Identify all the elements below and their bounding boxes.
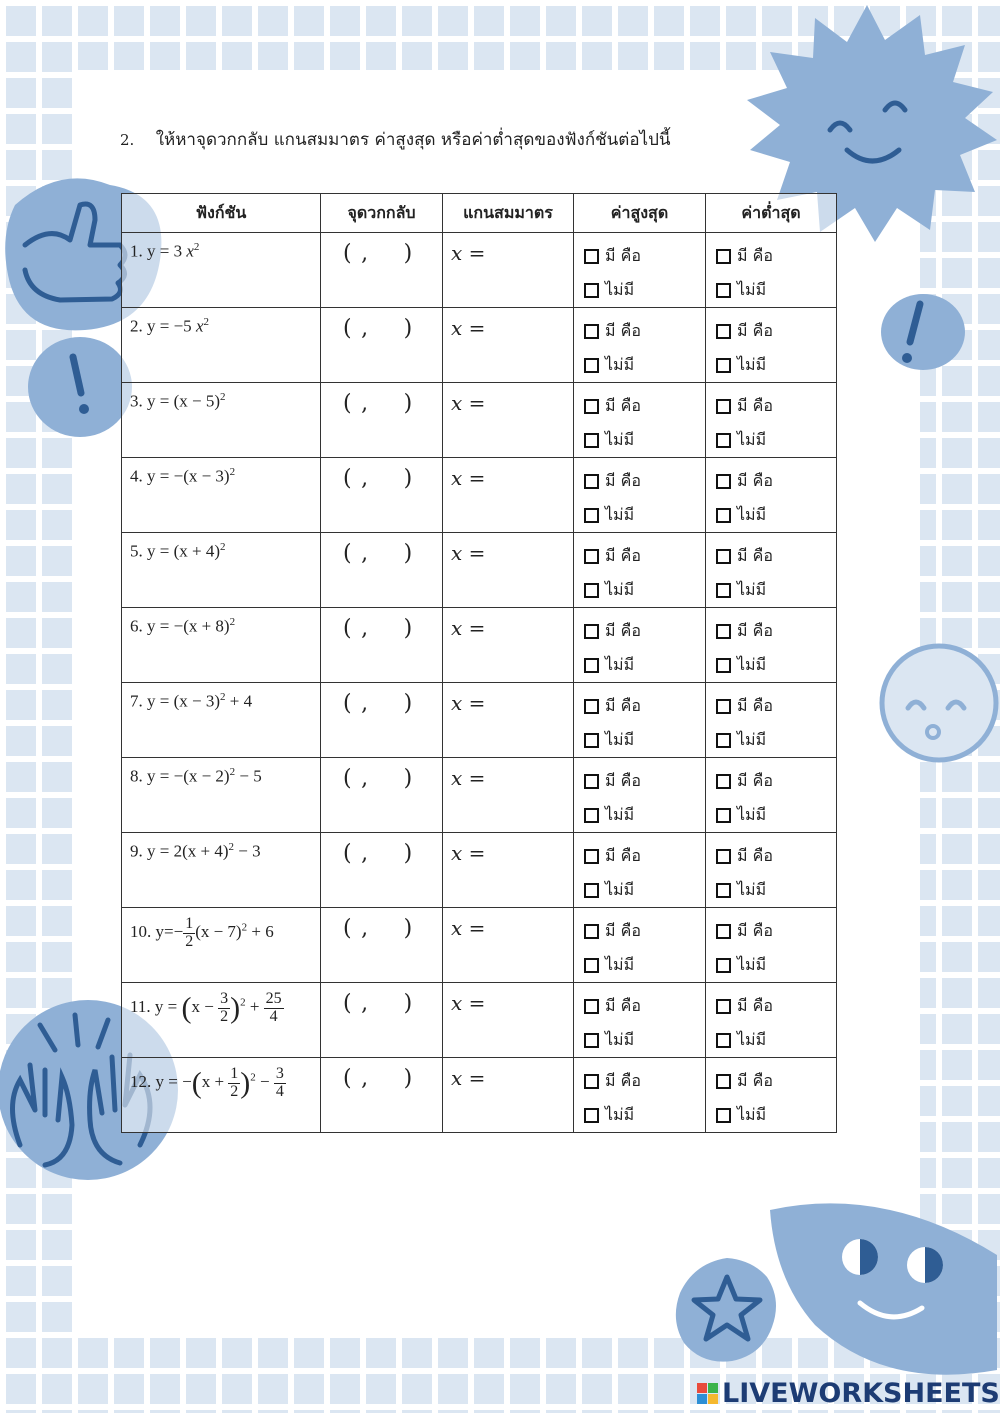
- option-no-label: ไม่มี: [737, 729, 767, 749]
- option-no-label: ไม่มี: [605, 729, 635, 749]
- checkbox-no-maximum[interactable]: [584, 1108, 599, 1123]
- checkbox-has-maximum[interactable]: [584, 474, 599, 489]
- table-row: [122, 608, 837, 683]
- function-exponent: 2: [229, 466, 236, 478]
- option-no-label: ไม่มี: [737, 804, 767, 824]
- vertex-blank[interactable]: ( , ): [343, 691, 413, 716]
- function-exponent: 2: [229, 616, 236, 628]
- option-no-label: ไม่มี: [605, 954, 635, 974]
- maximum-options: [574, 1058, 705, 1132]
- option-no-label: ไม่มี: [605, 804, 635, 824]
- vertex-blank[interactable]: ( , ): [343, 616, 413, 641]
- option-yes-label: มี คือ: [737, 995, 773, 1015]
- option-no-label: ไม่มี: [737, 654, 767, 674]
- option-yes-label: มี คือ: [737, 845, 773, 865]
- function-exponent: 2: [229, 766, 236, 778]
- option-yes-label: มี คือ: [737, 1070, 773, 1090]
- table-row: [122, 833, 837, 908]
- option-yes-label: มี คือ: [605, 320, 641, 340]
- option-no-label: ไม่มี: [737, 1029, 767, 1049]
- function-inner: x +: [201, 1072, 229, 1092]
- axis-blank[interactable]: x =: [451, 466, 486, 490]
- axis-blank[interactable]: x =: [451, 1066, 486, 1090]
- function-open-paren: (: [191, 1066, 202, 1100]
- axis-blank[interactable]: x =: [451, 766, 486, 790]
- function-fraction: $\frac{3}{2}$: [220, 990, 229, 1025]
- minimum-options: [706, 758, 836, 832]
- checkbox-has-maximum[interactable]: [584, 399, 599, 414]
- option-no-label: ไม่มี: [605, 1029, 635, 1049]
- function-inner: (x − 2): [183, 766, 230, 786]
- function-tail: − 3: [234, 841, 261, 861]
- logo-mark-icon: [697, 1383, 718, 1404]
- option-no-label: ไม่มี: [605, 654, 635, 674]
- question-title: [120, 126, 671, 153]
- checkbox-no-maximum[interactable]: [584, 433, 599, 448]
- checkbox-no-minimum[interactable]: [716, 883, 731, 898]
- checkbox-no-maximum[interactable]: [584, 508, 599, 523]
- checkbox-has-minimum[interactable]: [716, 474, 731, 489]
- function-label: 2. y =: [130, 316, 174, 336]
- option-no-label: ไม่มี: [737, 1104, 767, 1124]
- axis-blank[interactable]: x =: [451, 541, 486, 565]
- maximum-options: [574, 458, 705, 532]
- checkbox-no-minimum[interactable]: [716, 583, 731, 598]
- option-yes-label: มี คือ: [605, 245, 641, 265]
- exclamation-bubble-icon: [25, 335, 135, 440]
- function-inner: (x − 3): [183, 466, 230, 486]
- vertex-blank[interactable]: ( , ): [343, 466, 413, 491]
- table-row: [122, 1058, 837, 1133]
- option-yes-label: มี คือ: [605, 1070, 641, 1090]
- minimum-options: [706, 1058, 836, 1132]
- function-inner: (x − 3): [173, 691, 221, 711]
- vertex-blank[interactable]: ( , ): [343, 766, 413, 791]
- option-yes-label: มี คือ: [605, 395, 641, 415]
- axis-blank[interactable]: x =: [451, 241, 486, 265]
- axis-blank[interactable]: x =: [451, 916, 486, 940]
- vertex-blank[interactable]: ( , ): [343, 991, 413, 1016]
- checkbox-has-maximum[interactable]: [584, 249, 599, 264]
- function-exponent: 2: [240, 996, 246, 1009]
- minimum-options: [706, 833, 836, 907]
- option-yes-label: มี คือ: [737, 695, 773, 715]
- checkbox-no-minimum[interactable]: [716, 433, 731, 448]
- option-no-label: ไม่มี: [605, 579, 635, 599]
- function-exponent: 2: [228, 841, 235, 853]
- function-variable: x: [186, 241, 194, 261]
- checkbox-has-maximum[interactable]: [584, 324, 599, 339]
- function-cell: [122, 833, 320, 862]
- function-exponent: 2: [220, 391, 226, 403]
- option-yes-label: มี คือ: [605, 545, 641, 565]
- option-yes-label: มี คือ: [605, 770, 641, 790]
- option-yes-label: มี คือ: [737, 620, 773, 640]
- vertex-blank[interactable]: ( , ): [343, 241, 413, 266]
- maximum-options: [574, 608, 705, 682]
- checkbox-no-maximum[interactable]: [584, 808, 599, 823]
- option-no-label: ไม่มี: [605, 354, 635, 374]
- checkbox-no-maximum[interactable]: [584, 733, 599, 748]
- table-row: [122, 983, 837, 1058]
- minimum-options: [706, 608, 836, 682]
- checkbox-no-maximum[interactable]: [584, 283, 599, 298]
- minimum-options: [706, 383, 836, 457]
- function-cell: [122, 908, 320, 951]
- checkbox-has-minimum[interactable]: [716, 624, 731, 639]
- option-yes-label: มี คือ: [605, 845, 641, 865]
- checkbox-no-minimum[interactable]: [716, 658, 731, 673]
- checkbox-no-minimum[interactable]: [716, 808, 731, 823]
- option-yes-label: มี คือ: [737, 545, 773, 565]
- checkbox-has-maximum[interactable]: [584, 924, 599, 939]
- axis-blank[interactable]: x =: [451, 391, 486, 415]
- checkbox-has-maximum[interactable]: [584, 699, 599, 714]
- option-no-label: ไม่มี: [737, 579, 767, 599]
- checkbox-has-maximum[interactable]: [584, 624, 599, 639]
- table-row: [122, 458, 837, 533]
- question-text: ให้หาจุดวกกลับ แกนสมมาตร ค่าสูงสุด หรือค่าต่ำสุดของฟังก์ชันต่อไปนี้: [155, 130, 671, 150]
- axis-blank[interactable]: x =: [451, 991, 486, 1015]
- function-prefix: −: [182, 1072, 192, 1092]
- option-yes-label: มี คือ: [737, 320, 773, 340]
- function-cell: [122, 758, 320, 787]
- function-tail: +: [245, 997, 264, 1017]
- option-no-label: ไม่มี: [737, 279, 767, 299]
- checkbox-no-minimum[interactable]: [716, 733, 731, 748]
- function-cell: [122, 233, 320, 262]
- function-fraction: $\frac{1}{2}$: [185, 915, 194, 950]
- exclamation-bubble-icon: [878, 290, 968, 375]
- smiley-face-icon: [878, 642, 1000, 764]
- function-label: 5. y =: [130, 541, 174, 561]
- minimum-options: [706, 233, 836, 307]
- function-cell: [122, 608, 320, 637]
- axis-blank[interactable]: x =: [451, 616, 486, 640]
- function-open-paren: (: [181, 991, 192, 1025]
- header-minimum: ค่าต่ำสุด: [706, 194, 837, 233]
- function-tail: + 4: [225, 691, 253, 711]
- function-label: 8. y =: [130, 766, 174, 786]
- axis-blank[interactable]: x =: [451, 841, 486, 865]
- function-cell: [122, 983, 320, 1026]
- function-coefficient: 3: [173, 241, 187, 261]
- function-cell: [122, 1058, 320, 1101]
- checkbox-has-minimum[interactable]: [716, 774, 731, 789]
- option-yes-label: มี คือ: [737, 470, 773, 490]
- logo-text: LIVEWORKSHEETS: [722, 1378, 1000, 1409]
- checkbox-no-maximum[interactable]: [584, 358, 599, 373]
- option-no-label: ไม่มี: [605, 1104, 635, 1124]
- function-label: 9. y =: [130, 841, 174, 861]
- minimum-options: [706, 308, 836, 382]
- function-inner: (x + 4): [173, 541, 221, 561]
- table-row: [122, 308, 837, 383]
- checkbox-has-maximum[interactable]: [584, 849, 599, 864]
- checkbox-no-minimum[interactable]: [716, 958, 731, 973]
- function-label: 3. y =: [130, 391, 174, 411]
- checkbox-has-minimum[interactable]: [716, 399, 731, 414]
- vertex-blank[interactable]: ( , ): [343, 916, 413, 941]
- function-inner: (x + 4): [182, 841, 229, 861]
- function-tail: −: [255, 1072, 274, 1092]
- function-cell: [122, 683, 320, 712]
- checkbox-no-maximum[interactable]: [584, 1033, 599, 1048]
- function-exponent: 2: [203, 316, 209, 328]
- option-no-label: ไม่มี: [737, 429, 767, 449]
- option-no-label: ไม่มี: [737, 879, 767, 899]
- function-label: 4. y =: [130, 466, 174, 486]
- function-prefix: −: [173, 922, 184, 942]
- header-maximum: ค่าสูงสุด: [574, 194, 706, 233]
- maximum-options: [574, 383, 705, 457]
- function-exponent: 2: [193, 241, 200, 253]
- option-yes-label: มี คือ: [605, 470, 641, 490]
- maximum-options: [574, 233, 705, 307]
- maximum-options: [574, 908, 705, 982]
- table-header-row: [122, 194, 837, 233]
- function-label: 6. y =: [130, 616, 174, 636]
- function-close-paren: ): [240, 1066, 251, 1100]
- checkbox-no-minimum[interactable]: [716, 1033, 731, 1048]
- minimum-options: [706, 458, 836, 532]
- checkbox-has-minimum[interactable]: [716, 924, 731, 939]
- option-yes-label: มี คือ: [605, 995, 641, 1015]
- function-cell: [122, 308, 320, 337]
- option-yes-label: มี คือ: [605, 620, 641, 640]
- checkbox-no-maximum[interactable]: [584, 883, 599, 898]
- header-function: ฟังก์ชัน: [122, 194, 321, 233]
- table-row: [122, 533, 837, 608]
- function-prefix: 2: [173, 841, 183, 861]
- function-inner: (x + 8): [183, 616, 230, 636]
- function-exponent: 2: [220, 541, 226, 553]
- function-fraction: $\frac{3}{4}$: [275, 1065, 284, 1100]
- function-cell: [122, 383, 320, 412]
- maximum-options: [574, 983, 705, 1057]
- vertex-blank[interactable]: ( , ): [343, 1066, 413, 1091]
- function-cell: [122, 533, 320, 562]
- checkbox-has-minimum[interactable]: [716, 699, 731, 714]
- function-prefix: −: [173, 466, 184, 486]
- function-exponent: 2: [241, 921, 248, 934]
- option-no-label: ไม่มี: [605, 279, 635, 299]
- checkbox-no-minimum[interactable]: [716, 283, 731, 298]
- checkbox-has-maximum[interactable]: [584, 774, 599, 789]
- table-body: [122, 233, 837, 1133]
- minimum-options: [706, 533, 836, 607]
- option-no-label: ไม่มี: [737, 954, 767, 974]
- function-inner: (x − 7): [195, 922, 242, 942]
- option-yes-label: มี คือ: [605, 920, 641, 940]
- function-label: 11. y =: [130, 997, 182, 1017]
- checkbox-has-minimum[interactable]: [716, 549, 731, 564]
- checkbox-has-minimum[interactable]: [716, 324, 731, 339]
- maximum-options: [574, 533, 705, 607]
- header-axis: แกนสมมาตร: [443, 194, 574, 233]
- checkbox-no-minimum[interactable]: [716, 1108, 731, 1123]
- table-row: [122, 383, 837, 458]
- function-fraction: $\frac{25}{4}$: [265, 990, 282, 1025]
- checkbox-no-minimum[interactable]: [716, 358, 731, 373]
- function-label: 10. y=: [130, 922, 174, 942]
- checkbox-has-maximum[interactable]: [584, 1074, 599, 1089]
- function-coefficient: −5: [173, 316, 196, 336]
- liveworksheets-logo: [697, 1378, 1000, 1409]
- checkbox-no-maximum[interactable]: [584, 958, 599, 973]
- option-no-label: ไม่มี: [737, 504, 767, 524]
- option-no-label: ไม่มี: [605, 429, 635, 449]
- function-inner: x −: [191, 997, 219, 1017]
- checkbox-no-minimum[interactable]: [716, 508, 731, 523]
- function-exponent: 2: [250, 1071, 256, 1084]
- option-no-label: ไม่มี: [605, 879, 635, 899]
- table-row: [122, 233, 837, 308]
- vertex-blank[interactable]: ( , ): [343, 841, 413, 866]
- table-row: [122, 683, 837, 758]
- option-yes-label: มี คือ: [737, 395, 773, 415]
- minimum-options: [706, 683, 836, 757]
- function-cell: [122, 458, 320, 487]
- checkbox-has-maximum[interactable]: [584, 999, 599, 1014]
- axis-blank[interactable]: x =: [451, 316, 486, 340]
- vertex-blank[interactable]: ( , ): [343, 391, 413, 416]
- header-vertex: จุดวกกลับ: [321, 194, 443, 233]
- function-label: 1. y =: [130, 241, 174, 261]
- maximum-options: [574, 758, 705, 832]
- option-yes-label: มี คือ: [605, 695, 641, 715]
- option-yes-label: มี คือ: [737, 920, 773, 940]
- maximum-options: [574, 308, 705, 382]
- function-prefix: −: [173, 616, 184, 636]
- checkbox-no-maximum[interactable]: [584, 658, 599, 673]
- minimum-options: [706, 908, 836, 982]
- option-yes-label: มี คือ: [737, 770, 773, 790]
- function-label: 7. y =: [130, 691, 174, 711]
- checkbox-has-minimum[interactable]: [716, 1074, 731, 1089]
- function-exponent: 2: [220, 691, 226, 703]
- function-close-paren: ): [230, 991, 241, 1025]
- option-yes-label: มี คือ: [737, 245, 773, 265]
- option-no-label: ไม่มี: [605, 504, 635, 524]
- checkbox-has-minimum[interactable]: [716, 249, 731, 264]
- table-row: [122, 758, 837, 833]
- table-row: [122, 908, 837, 983]
- function-tail: + 6: [247, 922, 274, 942]
- worksheet-table: [121, 193, 837, 1133]
- function-tail: − 5: [235, 766, 262, 786]
- checkbox-has-minimum[interactable]: [716, 999, 731, 1014]
- checkbox-no-maximum[interactable]: [584, 583, 599, 598]
- checkbox-has-maximum[interactable]: [584, 549, 599, 564]
- function-variable: x: [195, 316, 204, 336]
- maximum-options: [574, 833, 705, 907]
- minimum-options: [706, 983, 836, 1057]
- half-moon-face-icon: [765, 1195, 1000, 1380]
- maximum-options: [574, 683, 705, 757]
- function-label: 12. y =: [130, 1072, 183, 1092]
- option-no-label: ไม่มี: [737, 354, 767, 374]
- function-fraction: $\frac{1}{2}$: [230, 1065, 239, 1100]
- function-prefix: −: [173, 766, 184, 786]
- axis-blank[interactable]: x =: [451, 691, 486, 715]
- vertex-blank[interactable]: ( , ): [343, 316, 413, 341]
- vertex-blank[interactable]: ( , ): [343, 541, 413, 566]
- question-number: 2.: [120, 131, 135, 149]
- function-inner: (x − 5): [173, 391, 221, 411]
- checkbox-has-minimum[interactable]: [716, 849, 731, 864]
